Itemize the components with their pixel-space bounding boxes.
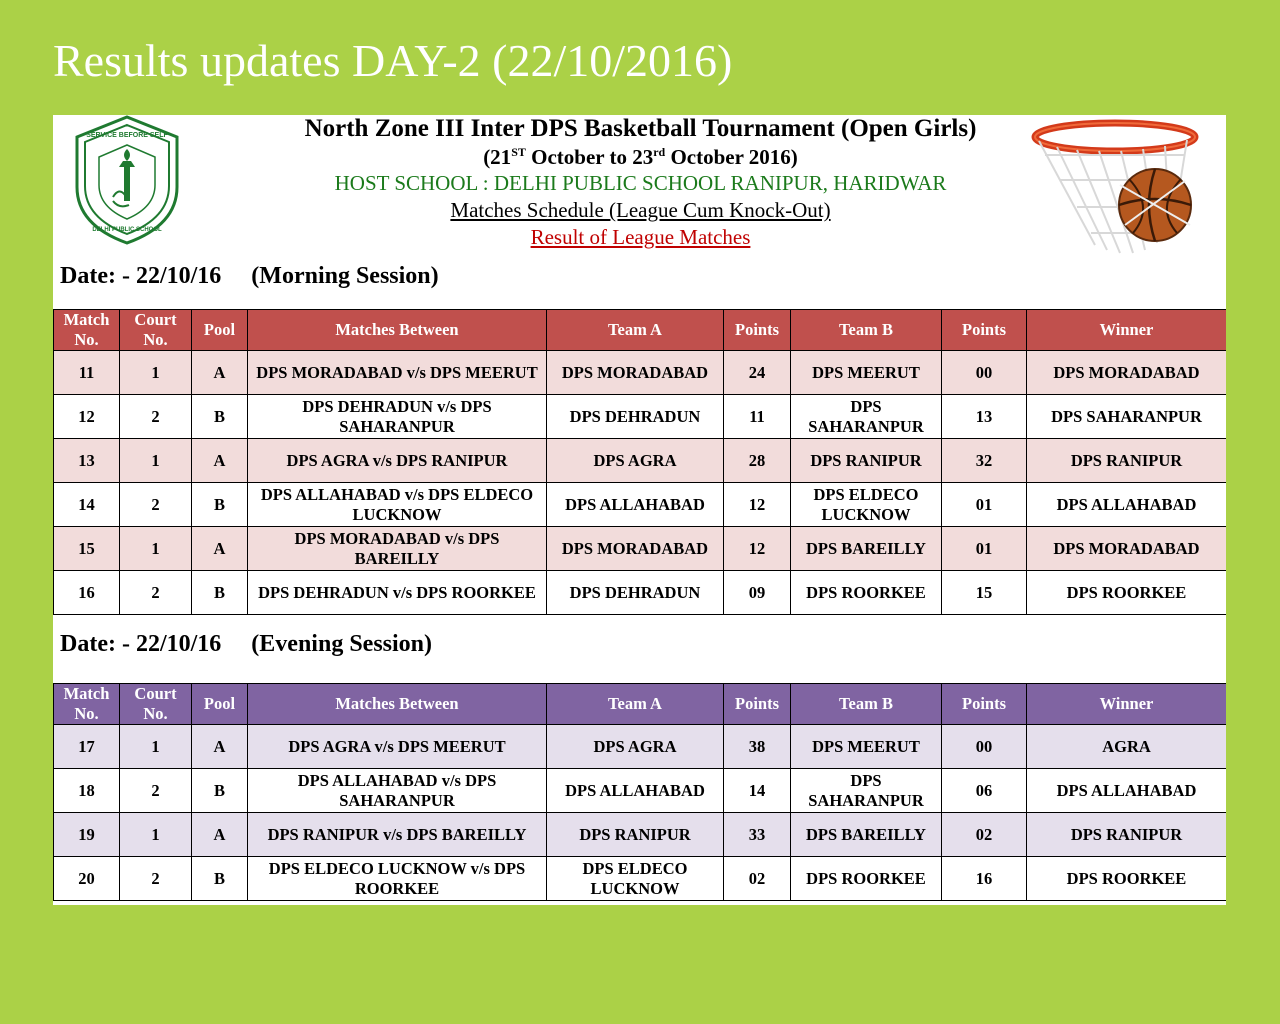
cell-match-no: 15 bbox=[54, 527, 120, 571]
cell-points-a: 38 bbox=[724, 725, 791, 769]
header-pool: Pool bbox=[192, 310, 248, 351]
table-row bbox=[54, 351, 1227, 395]
cell-match-no: 11 bbox=[54, 351, 120, 395]
cell-points-b: 00 bbox=[942, 351, 1027, 395]
cell-match-no: 13 bbox=[54, 439, 120, 483]
header-matches-between: Matches Between bbox=[248, 310, 547, 351]
cell-team-a: DPS MORADABAD bbox=[547, 351, 724, 395]
cell-match-no: 12 bbox=[54, 395, 120, 439]
slide-title: Results updates DAY-2 (22/10/2016) bbox=[53, 35, 733, 86]
cell-team-a: DPS AGRA bbox=[547, 725, 724, 769]
cell-winner: DPS RANIPUR bbox=[1027, 813, 1227, 857]
cell-winner: DPS ALLAHABAD bbox=[1027, 483, 1227, 527]
cell-court-no: 2 bbox=[120, 769, 192, 813]
cell-court-no: 1 bbox=[120, 527, 192, 571]
cell-matches-between: DPS AGRA v/s DPS RANIPUR bbox=[248, 439, 547, 483]
cell-points-b: 01 bbox=[942, 483, 1027, 527]
cell-points-a: 02 bbox=[724, 857, 791, 901]
table-row bbox=[54, 571, 1227, 615]
cell-points-b: 00 bbox=[942, 725, 1027, 769]
header-team-b: Team B bbox=[791, 310, 942, 351]
cell-winner: DPS ROORKEE bbox=[1027, 571, 1227, 615]
host-school: HOST SCHOOL : DELHI PUBLIC SCHOOL RANIPUR, HARIDWAR bbox=[334, 171, 947, 195]
cell-points-a: 33 bbox=[724, 813, 791, 857]
cell-court-no: 1 bbox=[120, 439, 192, 483]
cell-match-no: 19 bbox=[54, 813, 120, 857]
dps-logo-icon bbox=[73, 115, 181, 245]
cell-matches-between: DPS ELDECO LUCKNOW v/s DPS ROORKEE bbox=[248, 857, 547, 901]
cell-matches-between: DPS DEHRADUN v/s DPS ROORKEE bbox=[248, 571, 547, 615]
header-team-a: Team A bbox=[547, 310, 724, 351]
cell-points-a: 14 bbox=[724, 769, 791, 813]
cell-pool: A bbox=[192, 813, 248, 857]
cell-team-a: DPS ALLAHABAD bbox=[547, 769, 724, 813]
table-row bbox=[54, 395, 1227, 439]
cell-winner: DPS MORADABAD bbox=[1027, 351, 1227, 395]
cell-team-b: DPS ROORKEE bbox=[791, 571, 942, 615]
table-row bbox=[54, 857, 1227, 901]
header-team-b: Team B bbox=[791, 684, 942, 725]
cell-points-a: 12 bbox=[724, 527, 791, 571]
cell-team-a: DPS AGRA bbox=[547, 439, 724, 483]
cell-court-no: 2 bbox=[120, 483, 192, 527]
header-points-a: Points bbox=[724, 310, 791, 351]
cell-match-no: 18 bbox=[54, 769, 120, 813]
cell-court-no: 1 bbox=[120, 725, 192, 769]
cell-court-no: 1 bbox=[120, 351, 192, 395]
cell-matches-between: DPS DEHRADUN v/s DPS SAHARANPUR bbox=[248, 395, 547, 439]
logo-text-top: SERVICE BEFORE SELF bbox=[86, 132, 168, 139]
cell-points-a: 11 bbox=[724, 395, 791, 439]
header-points-b: Points bbox=[942, 310, 1027, 351]
cell-pool: B bbox=[192, 395, 248, 439]
cell-points-b: 15 bbox=[942, 571, 1027, 615]
cell-points-a: 28 bbox=[724, 439, 791, 483]
cell-court-no: 1 bbox=[120, 813, 192, 857]
header-court-no: Court No. bbox=[120, 310, 192, 351]
cell-team-a: DPS RANIPUR bbox=[547, 813, 724, 857]
cell-points-b: 02 bbox=[942, 813, 1027, 857]
cell-winner: DPS ROORKEE bbox=[1027, 857, 1227, 901]
cell-matches-between: DPS MORADABAD v/s DPS BAREILLY bbox=[248, 527, 547, 571]
header-team-a: Team A bbox=[547, 684, 724, 725]
cell-pool: A bbox=[192, 527, 248, 571]
cell-matches-between: DPS MORADABAD v/s DPS MEERUT bbox=[248, 351, 547, 395]
cell-pool: B bbox=[192, 769, 248, 813]
cell-points-b: 13 bbox=[942, 395, 1027, 439]
cell-pool: B bbox=[192, 571, 248, 615]
cell-points-a: 09 bbox=[724, 571, 791, 615]
cell-team-b: DPS BAREILLY bbox=[791, 527, 942, 571]
cell-points-b: 06 bbox=[942, 769, 1027, 813]
table-row bbox=[54, 813, 1227, 857]
cell-team-b: DPS SAHARANPUR bbox=[791, 395, 942, 439]
cell-team-a: DPS MORADABAD bbox=[547, 527, 724, 571]
cell-winner: DPS MORADABAD bbox=[1027, 527, 1227, 571]
cell-points-b: 01 bbox=[942, 527, 1027, 571]
cell-court-no: 2 bbox=[120, 395, 192, 439]
cell-pool: B bbox=[192, 857, 248, 901]
cell-points-a: 24 bbox=[724, 351, 791, 395]
cell-court-no: 2 bbox=[120, 571, 192, 615]
cell-match-no: 20 bbox=[54, 857, 120, 901]
table-row bbox=[54, 527, 1227, 571]
cell-winner: DPS RANIPUR bbox=[1027, 439, 1227, 483]
cell-pool: B bbox=[192, 483, 248, 527]
cell-team-a: DPS DEHRADUN bbox=[547, 571, 724, 615]
cell-match-no: 14 bbox=[54, 483, 120, 527]
cell-team-b: DPS BAREILLY bbox=[791, 813, 942, 857]
cell-winner: AGRA bbox=[1027, 725, 1227, 769]
morning-results-table bbox=[53, 309, 1226, 615]
table-row bbox=[54, 483, 1227, 527]
cell-matches-between: DPS RANIPUR v/s DPS BAREILLY bbox=[248, 813, 547, 857]
tournament-title: North Zone III Inter DPS Basketball Tournament (Open Girls) bbox=[304, 115, 977, 142]
header-court-no: Court No. bbox=[120, 684, 192, 725]
cell-matches-between: DPS ALLAHABAD v/s DPS ELDECO LUCKNOW bbox=[248, 483, 547, 527]
cell-pool: A bbox=[192, 439, 248, 483]
header-match-no: Match No. bbox=[54, 310, 120, 351]
header-points-b: Points bbox=[942, 684, 1027, 725]
cell-match-no: 17 bbox=[54, 725, 120, 769]
schedule-heading: Matches Schedule (League Cum Knock-Out) bbox=[450, 198, 831, 222]
cell-team-a: DPS ALLAHABAD bbox=[547, 483, 724, 527]
cell-matches-between: DPS AGRA v/s DPS MEERUT bbox=[248, 725, 547, 769]
cell-winner: DPS SAHARANPUR bbox=[1027, 395, 1227, 439]
cell-team-b: DPS ELDECO LUCKNOW bbox=[791, 483, 942, 527]
cell-pool: A bbox=[192, 725, 248, 769]
cell-team-b: DPS ROORKEE bbox=[791, 857, 942, 901]
cell-team-b: DPS MEERUT bbox=[791, 725, 942, 769]
header-matches-between: Matches Between bbox=[248, 684, 547, 725]
cell-points-a: 12 bbox=[724, 483, 791, 527]
header-match-no: Match No. bbox=[54, 684, 120, 725]
cell-court-no: 2 bbox=[120, 857, 192, 901]
morning-session-label: Date: - 22/10/16 (Morning Session) bbox=[60, 263, 439, 289]
cell-pool: A bbox=[192, 351, 248, 395]
cell-team-b: DPS MEERUT bbox=[791, 351, 942, 395]
cell-team-a: DPS DEHRADUN bbox=[547, 395, 724, 439]
evening-results-table bbox=[53, 683, 1226, 901]
table-row bbox=[54, 769, 1227, 813]
result-heading: Result of League Matches bbox=[530, 225, 751, 249]
cell-matches-between: DPS ALLAHABAD v/s DPS SAHARANPUR bbox=[248, 769, 547, 813]
cell-points-b: 16 bbox=[942, 857, 1027, 901]
table-row bbox=[54, 439, 1227, 483]
cell-team-a: DPS ELDECO LUCKNOW bbox=[547, 857, 724, 901]
cell-team-b: DPS RANIPUR bbox=[791, 439, 942, 483]
cell-team-b: DPS SAHARANPUR bbox=[791, 769, 942, 813]
table-row bbox=[54, 725, 1227, 769]
cell-winner: DPS ALLAHABAD bbox=[1027, 769, 1227, 813]
header-points-a: Points bbox=[724, 684, 791, 725]
tournament-dates: (21ST October to 23rd October 2016) bbox=[483, 145, 798, 169]
logo-text-bottom: DELHI PUBLIC SCHOOL bbox=[92, 227, 162, 233]
header-pool: Pool bbox=[192, 684, 248, 725]
cell-match-no: 16 bbox=[54, 571, 120, 615]
results-sheet bbox=[53, 115, 1226, 905]
cell-points-b: 32 bbox=[942, 439, 1027, 483]
evening-session-label: Date: - 22/10/16 (Evening Session) bbox=[60, 631, 432, 657]
header-winner: Winner bbox=[1027, 684, 1227, 725]
header-winner: Winner bbox=[1027, 310, 1227, 351]
